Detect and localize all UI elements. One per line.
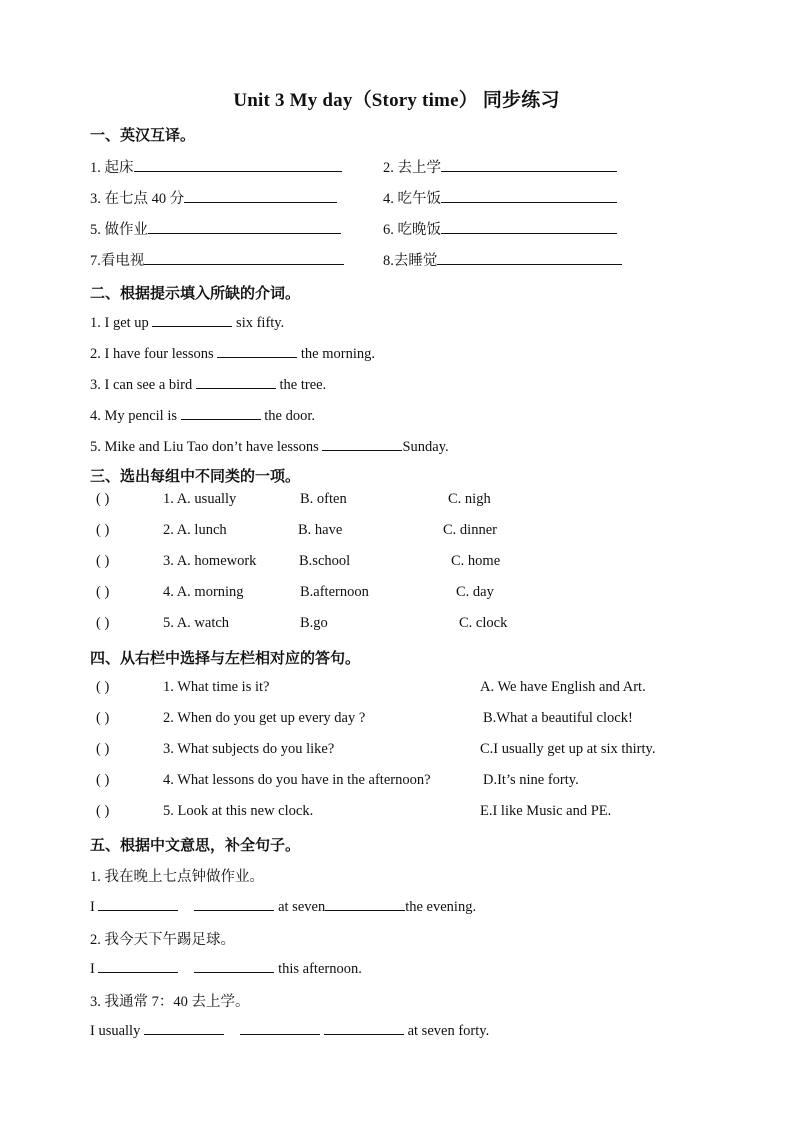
sentence-part: 5. Mike and Liu Tao don’t have lessons bbox=[90, 439, 323, 455]
vocab-item-4 bbox=[383, 187, 617, 208]
option-a: 4. A. morning bbox=[163, 584, 244, 600]
translation-sentence-2 bbox=[90, 959, 362, 978]
answer-paren[interactable]: ( ) bbox=[96, 710, 110, 726]
option-b: B.school bbox=[299, 553, 351, 569]
preposition-item-4 bbox=[90, 406, 315, 425]
answer-paren[interactable]: ( ) bbox=[96, 741, 110, 757]
answer-blank[interactable] bbox=[134, 158, 342, 172]
vocab-label: 2. 去上学 bbox=[383, 160, 441, 176]
section-2-heading: 二、根据提示填入所缺的介词。 bbox=[90, 286, 301, 302]
answer-option: B.What a beautiful clock! bbox=[483, 710, 633, 726]
option-a: 1. A. usually bbox=[163, 491, 237, 507]
translation-prompt-1: 1. 我在晚上七点钟做作业。 bbox=[90, 869, 264, 885]
sentence-part: at seven forty. bbox=[403, 1023, 490, 1039]
sentence-part: the door. bbox=[260, 408, 315, 424]
answer-paren[interactable]: ( ) bbox=[96, 553, 110, 569]
vocab-label: 3. 在七点 40 分 bbox=[90, 191, 185, 207]
vocab-label: 5. 做作业 bbox=[90, 222, 148, 238]
sentence-part: the evening. bbox=[405, 899, 477, 915]
answer-blank[interactable] bbox=[194, 897, 274, 911]
vocab-item-6 bbox=[383, 218, 617, 239]
sentence-part: I usually bbox=[90, 1023, 144, 1039]
vocab-item-2 bbox=[383, 156, 617, 177]
option-b: B.go bbox=[300, 615, 328, 631]
answer-blank[interactable] bbox=[437, 251, 622, 265]
answer-blank[interactable] bbox=[325, 897, 405, 911]
sentence-part: I bbox=[90, 899, 99, 915]
sentence-part: Sunday. bbox=[402, 439, 449, 455]
question: 2. When do you get up every day ? bbox=[163, 710, 366, 726]
sentence-part: 4. My pencil is bbox=[90, 408, 181, 424]
vocab-label: 4. 吃午饭 bbox=[383, 191, 441, 207]
translation-prompt-3: 3. 我通常 7：40 去上学。 bbox=[90, 994, 250, 1010]
vocab-item-1 bbox=[90, 156, 342, 177]
option-c: C. nigh bbox=[448, 491, 491, 507]
answer-blank[interactable] bbox=[184, 189, 337, 203]
option-b: B. have bbox=[298, 522, 343, 538]
answer-blank[interactable] bbox=[98, 897, 178, 911]
sentence-part: 1. I get up bbox=[90, 315, 153, 331]
answer-blank[interactable] bbox=[152, 313, 232, 327]
answer-blank[interactable] bbox=[181, 406, 261, 420]
sentence-part: the tree. bbox=[275, 377, 327, 393]
answer-paren[interactable]: ( ) bbox=[96, 615, 110, 631]
section-1-heading: 一、英汉互译。 bbox=[90, 128, 196, 144]
vocab-item-5 bbox=[90, 218, 341, 239]
sentence-part: at seven bbox=[274, 899, 326, 915]
preposition-item-5 bbox=[90, 437, 449, 456]
answer-blank[interactable] bbox=[441, 189, 617, 203]
question: 5. Look at this new clock. bbox=[163, 803, 314, 819]
translation-prompt-2: 2. 我今天下午踢足球。 bbox=[90, 932, 235, 948]
preposition-item-1 bbox=[90, 313, 284, 332]
answer-option: C.I usually get up at six thirty. bbox=[480, 741, 656, 757]
answer-blank[interactable] bbox=[441, 220, 617, 234]
answer-blank[interactable] bbox=[194, 959, 274, 973]
answer-blank[interactable] bbox=[144, 1021, 224, 1035]
vocab-label: 7.看电视 bbox=[90, 253, 145, 269]
answer-blank[interactable] bbox=[441, 158, 617, 172]
option-a: 2. A. lunch bbox=[163, 522, 227, 538]
answer-paren[interactable]: ( ) bbox=[96, 803, 110, 819]
question: 4. What lessons do you have in the afternoon? bbox=[163, 772, 431, 788]
option-c: C. home bbox=[451, 553, 501, 569]
sentence-part: 2. I have four lessons bbox=[90, 346, 218, 362]
option-b: B.afternoon bbox=[300, 584, 369, 600]
answer-blank[interactable] bbox=[324, 1021, 404, 1035]
answer-option: E.I like Music and PE. bbox=[480, 803, 612, 819]
section-4-heading: 四、从右栏中选择与左栏相对应的答句。 bbox=[90, 651, 361, 667]
vocab-item-3 bbox=[90, 187, 337, 208]
vocab-item-7 bbox=[90, 249, 344, 270]
vocab-label: 8.去睡觉 bbox=[383, 253, 438, 269]
option-b: B. often bbox=[300, 491, 347, 507]
translation-sentence-1 bbox=[90, 897, 476, 916]
preposition-item-2 bbox=[90, 344, 375, 363]
answer-blank[interactable] bbox=[196, 375, 276, 389]
vocab-label: 6. 吃晚饭 bbox=[383, 222, 441, 238]
sentence-part: the morning. bbox=[297, 346, 375, 362]
sentence-part: six fifty. bbox=[232, 315, 285, 331]
option-c: C. dinner bbox=[443, 522, 497, 538]
option-a: 3. A. homework bbox=[163, 553, 257, 569]
preposition-item-3 bbox=[90, 375, 326, 394]
answer-blank[interactable] bbox=[322, 437, 402, 451]
answer-paren[interactable]: ( ) bbox=[96, 491, 110, 507]
option-c: C. day bbox=[456, 584, 494, 600]
page-title: Unit 3 My day（Story time） 同步练习 bbox=[233, 90, 560, 111]
section-3-heading: 三、选出每组中不同类的一项。 bbox=[90, 469, 301, 485]
option-a: 5. A. watch bbox=[163, 615, 230, 631]
section-5-heading: 五、根据中文意思，补全句子。 bbox=[90, 838, 301, 854]
sentence-part: 3. I can see a bird bbox=[90, 377, 196, 393]
answer-option: A. We have English and Art. bbox=[480, 679, 646, 695]
answer-paren[interactable]: ( ) bbox=[96, 679, 110, 695]
answer-paren[interactable]: ( ) bbox=[96, 772, 110, 788]
answer-paren[interactable]: ( ) bbox=[96, 522, 110, 538]
answer-paren[interactable]: ( ) bbox=[96, 584, 110, 600]
translation-sentence-3 bbox=[90, 1021, 489, 1040]
answer-blank[interactable] bbox=[144, 251, 344, 265]
sentence-part: this afternoon. bbox=[274, 961, 362, 977]
answer-blank[interactable] bbox=[217, 344, 297, 358]
answer-blank[interactable] bbox=[148, 220, 341, 234]
answer-blank[interactable] bbox=[240, 1021, 320, 1035]
answer-option: D.It’s nine forty. bbox=[483, 772, 579, 788]
vocab-item-8 bbox=[383, 249, 622, 270]
option-c: C. clock bbox=[459, 615, 508, 631]
vocab-label: 1. 起床 bbox=[90, 160, 134, 176]
sentence-part: I bbox=[90, 961, 99, 977]
question: 3. What subjects do you like? bbox=[163, 741, 335, 757]
question: 1. What time is it? bbox=[163, 679, 270, 695]
answer-blank[interactable] bbox=[98, 959, 178, 973]
